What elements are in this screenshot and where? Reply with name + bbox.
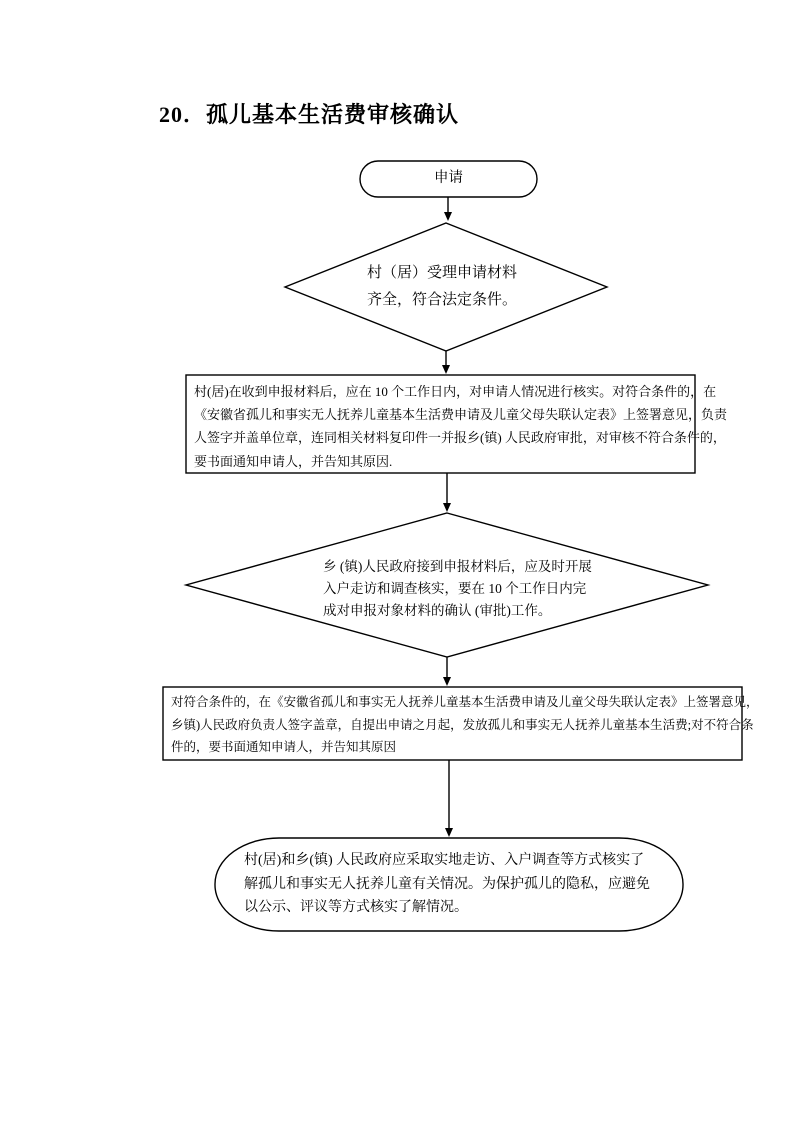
text-line: 解孤儿和事实无人抚养儿童有关情况。为保护孤儿的隐私，应避免 <box>244 876 650 892</box>
text-line: 件的，要书面通知申请人，并告知其原因 <box>171 740 397 754</box>
arrowhead-process1 <box>442 365 450 374</box>
text-line: 对符合条件的，在《安徽省孤儿和事实无人抚养儿童基本生活费申请及儿童父母失联认定表》上签署意见， <box>171 695 759 709</box>
decision2-label <box>323 556 603 621</box>
end-terminator-label <box>244 849 664 920</box>
decision1-label <box>367 260 567 313</box>
text-line: 齐全，符合法定条件。 <box>367 291 518 308</box>
arrowhead-process2 <box>443 677 451 686</box>
arrowhead-decision2 <box>443 503 451 512</box>
process1-label <box>194 380 728 473</box>
text-line: 人签字并盖单位章，连同相关材料复印件一并报乡(镇) 人民政府审批，对审核不符合条件的， <box>194 430 726 446</box>
text-line: 要书面通知申请人，并告知其原因. <box>194 453 393 469</box>
arrowhead-decision1 <box>444 212 452 221</box>
process2-label <box>171 691 759 759</box>
page-title: 20．孤儿基本生活费审核确认 <box>159 102 460 127</box>
text-line: 乡镇)人民政府负责人签字盖章，自提出申请之月起，发放孤儿和事实无人抚养儿童基本生活费;对不符合条 <box>171 717 754 732</box>
text-line: 乡 (镇)人民政府接到申报材料后，应及时开展 <box>323 559 592 574</box>
text-line: 《安徽省孤儿和事实无人抚养儿童基本生活费申请及儿童父母失联认定表》上签署意见，负责 <box>194 407 728 423</box>
text-line: 村(居)和乡(镇) 人民政府应采取实地走访、入户调查等方式核实了 <box>244 853 645 868</box>
text-line: 村（居）受理申请材料 <box>367 265 518 281</box>
arrowhead-end <box>445 828 453 837</box>
text-line: 村(居)在收到申报材料后，应在 10 个工作日内，对申请人情况进行核实。对符合条件的，在 <box>194 384 717 399</box>
text-line: 入户走访和调查核实，要在 10 个工作日内完 <box>323 580 587 596</box>
start-terminator-label: 申请 <box>434 170 463 187</box>
text-line: 以公示、评议等方式核实了解情况。 <box>244 900 468 915</box>
text-line: 成对申报对象材料的确认 (审批)工作。 <box>323 602 552 618</box>
